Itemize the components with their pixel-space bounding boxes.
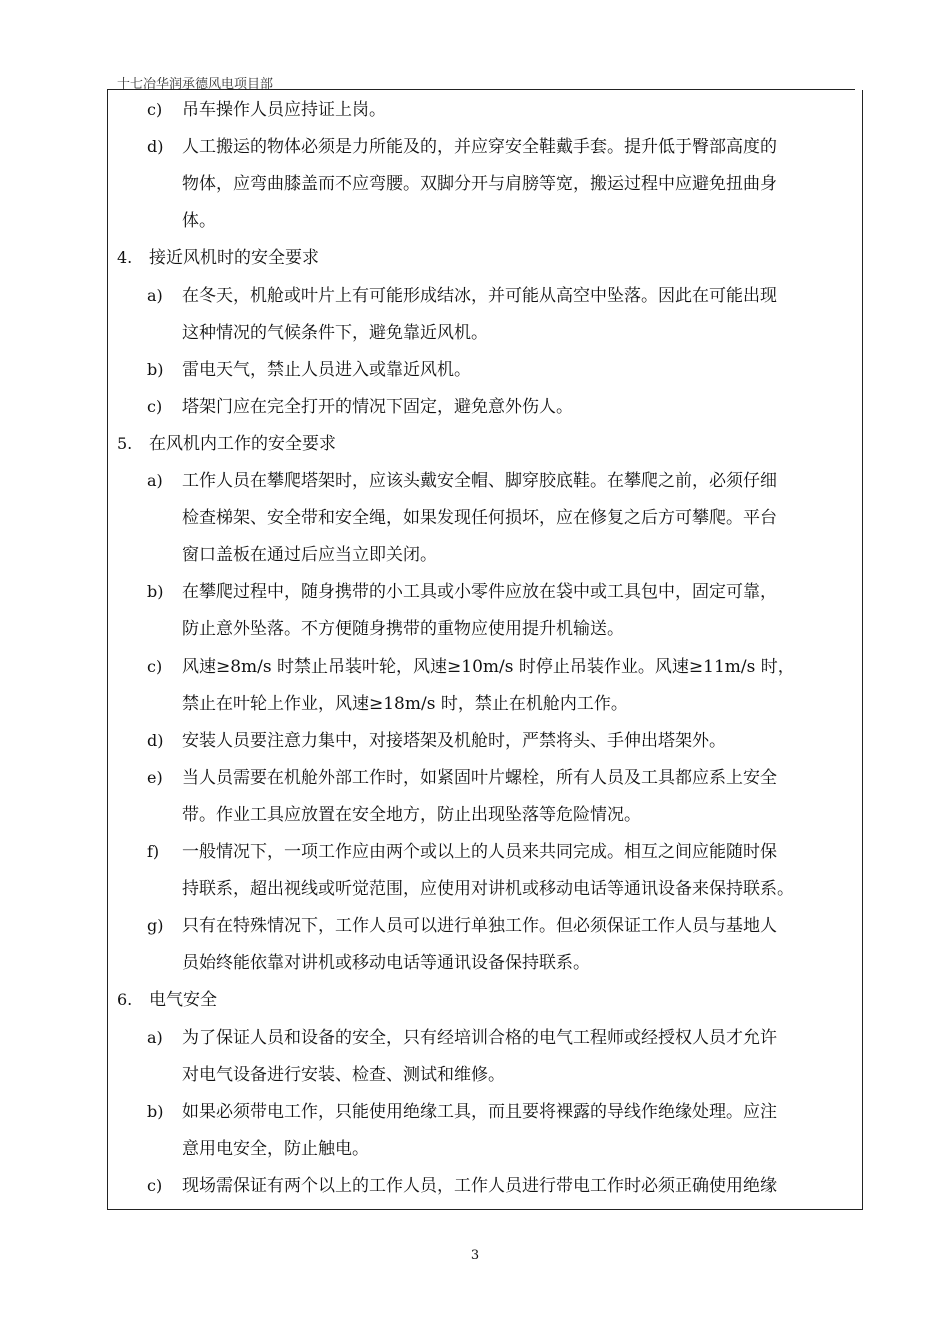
item-marker: f): [147, 842, 160, 861]
item-marker: b): [147, 1101, 164, 1121]
section-heading: 接近风机时的安全要求: [149, 248, 319, 269]
item-text-line: 检查梯架、安全带和安全绳，如果发现任何损坏，应在修复之后方可攀爬。平台: [182, 508, 777, 529]
item-text-line: 风速≥8m/s 时禁止吊装叶轮，风速≥10m/s 时停止吊装作业。风速≥11m/s 时，: [182, 656, 795, 677]
item-text-line: 持联系，超出视线或听觉范围，应使用对讲机或移动电话等通讯设备来保持联系。: [182, 879, 794, 900]
item-text-line: 禁止在叶轮上作业，风速≥18m/s 时，禁止在机舱内工作。: [182, 693, 628, 714]
item-text-line: 意用电安全，防止触电。: [182, 1138, 369, 1159]
section-number: 6.: [117, 990, 133, 1010]
section-heading: 在风机内工作的安全要求: [149, 433, 336, 454]
item-text-line: 带。作业工具应放置在安全地方，防止出现坠落等危险情况。: [182, 804, 641, 825]
item-marker: d): [147, 137, 164, 157]
section-number: 4.: [117, 248, 133, 268]
item-text-line: 工作人员在攀爬塔架时，应该头戴安全帽、脚穿胶底鞋。在攀爬之前，必须仔细: [182, 471, 777, 491]
item-marker: b): [147, 359, 164, 379]
item-marker: a): [147, 1027, 163, 1047]
item-marker: c): [147, 100, 163, 119]
item-text-line: 雷电天气，禁止人员进入或靠近风机。: [182, 359, 471, 380]
item-text-line: 在攀爬过程中，随身携带的小工具或小零件应放在袋中或工具包中，固定可靠，: [182, 582, 777, 603]
item-text-line: 当人员需要在机舱外部工作时，如紧固叶片螺栓，所有人员及工具都应系上安全: [182, 767, 777, 788]
item-text-line: 人工搬运的物体必须是力所能及的，并应穿安全鞋戴手套。提升低于臀部高度的: [182, 137, 777, 158]
item-marker: c): [147, 1175, 163, 1195]
item-text-line: 在冬天，机舱或叶片上有可能形成结冰，并可能从高空中坠落。因此在可能出现: [182, 285, 777, 306]
item-marker: d): [147, 730, 164, 750]
item-text-line: 吊车操作人员应持证上岗。: [182, 100, 386, 120]
item-marker: b): [147, 582, 164, 602]
item-text-line: 物体，应弯曲膝盖而不应弯腰。双脚分开与肩膀等宽，搬运过程中应避免扭曲身: [182, 174, 777, 195]
item-text-line: 对电气设备进行安装、检查、测试和维修。: [182, 1064, 505, 1085]
item-marker: g): [147, 916, 164, 936]
section-number: 5.: [117, 433, 133, 453]
item-marker: a): [147, 285, 163, 305]
item-text-line: 一般情况下，一项工作应由两个或以上的人员来共同完成。相互之间应能随时保: [182, 842, 777, 862]
item-text-line: 为了保证人员和设备的安全，只有经培训合格的电气工程师或经授权人员才允许: [182, 1027, 777, 1048]
item-text-line: 体。: [182, 211, 216, 232]
item-text-line: 现场需保证有两个以上的工作人员，工作人员进行带电工作时必须正确使用绝缘: [182, 1175, 777, 1196]
item-text-line: 这种情况的气候条件下，避免靠近风机。: [182, 322, 488, 343]
item-marker: a): [147, 471, 163, 490]
item-text-line: 安装人员要注意力集中，对接塔架及机舱时，严禁将头、手伸出塔架外。: [182, 730, 726, 751]
item-text-line: 员始终能依靠对讲机或移动电话等通讯设备保持联系。: [182, 953, 590, 974]
item-text-line: 只有在特殊情况下，工作人员可以进行单独工作。但必须保证工作人员与基地人: [182, 916, 777, 937]
item-marker: e): [147, 767, 163, 787]
item-marker: c): [147, 656, 163, 676]
item-marker: c): [147, 396, 163, 416]
item-text-line: 窗口盖板在通过后应当立即关闭。: [182, 545, 437, 566]
document-header: 十七冶华润承德风电项目部: [117, 77, 274, 92]
item-text-line: 如果必须带电工作，只能使用绝缘工具，而且要将裸露的导线作绝缘处理。应注: [182, 1101, 777, 1122]
item-text-line: 塔架门应在完全打开的情况下固定，避免意外伤人。: [182, 396, 573, 417]
section-heading: 电气安全: [149, 990, 217, 1011]
item-text-line: 防止意外坠落。不方便随身携带的重物应使用提升机输送。: [182, 619, 624, 640]
page-number: 3: [470, 1248, 480, 1263]
